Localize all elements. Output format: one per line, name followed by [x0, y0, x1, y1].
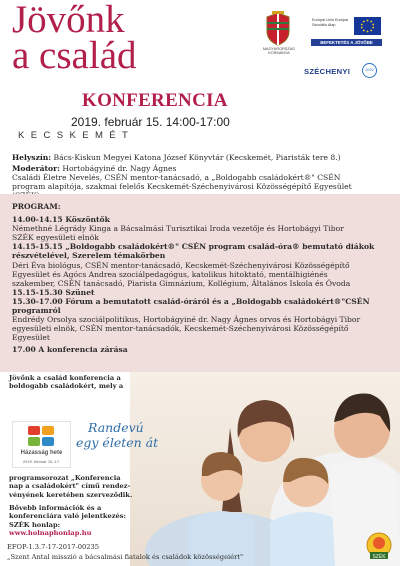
- venue-label: Helyszín:: [12, 153, 52, 162]
- family-photo: [130, 372, 400, 566]
- program-item: Egyesület: [12, 333, 50, 342]
- invite-text: [9, 374, 139, 391]
- program-item: 14.00-14.15 Köszöntők: [12, 215, 110, 224]
- program-item: Déri Éva biológus, CSÉN mentor-tanácsadó, Kecskemét-Széchenyivárosi Közösségépítő: [12, 261, 350, 270]
- after-line-3: vényének keretében szerveződik.: [9, 490, 133, 499]
- marriage-week-date: 2019. február 10–17.: [22, 459, 61, 464]
- randevu-line-2: egy életen át: [76, 435, 159, 450]
- moderator-line-2: Családi Életre Nevelés, CSÉN mentor-tanácsadó, a „Boldogabb családokért®" CSÉN: [12, 173, 341, 182]
- program-item: 15.15-15.30 Szünet: [12, 288, 95, 297]
- after-line-1: programsorozat „Konferencia: [9, 474, 121, 482]
- info-line-3: SZÉK honlap:: [9, 520, 61, 529]
- szek-badge-label: SZÉK: [372, 554, 386, 560]
- program-item: programról: [12, 306, 61, 315]
- investment-banner: BEFEKTETÉS A JÖVŐBE: [311, 39, 382, 46]
- program-item: 14.15-15.15 „Boldogabb családokért®" CSÉN program család-óra® bemutató diákok: [12, 242, 375, 251]
- program-panel: [0, 194, 400, 372]
- marriage-week-label: Házasság hete: [20, 450, 63, 456]
- program-item: 15.30-17.00 Fórum a bemutatott család-óráról és a „Boldogabb családokért®"CSÉN: [12, 297, 370, 306]
- after-line-2: nap a családokért" című rendez-: [9, 482, 131, 491]
- program-item: Némethné Légrády Kinga a Bácsalmási Turisztikai Iroda vezetője és Hortobágyi Tibor: [12, 224, 344, 233]
- eu-flag-icon: [354, 17, 381, 35]
- szechenyi-logo-text: SZÉCHENYI: [304, 67, 351, 76]
- program-item: 17.00 A konferencia zárása: [12, 345, 128, 354]
- title-line-1: Jövőnk: [12, 0, 125, 41]
- invite-line-1: Jövőnk a család konferencia a: [9, 374, 121, 382]
- hungary-crest-icon: [263, 11, 293, 47]
- moderator-name: Hortobágyiné dr. Nagy Ágnes: [62, 164, 177, 173]
- marriage-week-icon: [27, 425, 55, 447]
- registration-info: [9, 504, 144, 537]
- title-line-2: a család: [12, 34, 137, 77]
- info-line-1: Bővebb információk és a: [9, 504, 102, 512]
- event-city: KECSKEMÉT: [18, 130, 135, 141]
- program-item: szakember, CSÉN tanácsadó, Piarista Gimnázium, Kollégium, Általános Iskola és Óvoda: [12, 279, 351, 288]
- website-link[interactable]: www.holnaphonlap.hu: [9, 528, 92, 537]
- venue-text: Bács-Kiskun Megyei Katona József Könyvtár (Kecskemét, Piaristák tere 8.): [53, 153, 341, 162]
- marriage-week-logo: [12, 421, 71, 468]
- venue-line: [12, 153, 341, 162]
- program-item: részvételével, Szerelem témakörben: [12, 251, 166, 260]
- sponsor-logos: [257, 3, 397, 93]
- poster-title: [12, 0, 137, 77]
- program-item: egyesületi elnök, CSÉN mentor-tanácsadók, Kecskemét-Széchenyivárosi Közösségépítő: [12, 324, 349, 333]
- szechenyi-2020-icon: 2020: [362, 63, 377, 78]
- randevu-line-1: Randevú: [88, 420, 144, 435]
- project-code: EFOP-1.3.7-17-2017-00235: [7, 543, 99, 551]
- program-item: Endrédy Orsolya szociálpolitikus, Hortobágyiné dr. Nagy Ágnes orvos és Hortobágyi Tibor: [12, 315, 361, 324]
- eu-label: Európai Unió Európai Szociális Alap: [312, 18, 349, 27]
- program-item: SZÉK egyesületi elnök: [12, 233, 99, 242]
- program-item: Egyesület és Agócs Andrea szociálpedagógus, katolikus hitoktató, mentálhigiénés: [12, 270, 328, 279]
- project-title: „Szent Antal misszió a bácsalmási fiatalok és családok közösségeiért": [7, 553, 244, 561]
- event-datetime: 2019. február 15. 14:00-17:00: [71, 115, 230, 129]
- government-label: MAGYARORSZÁG KORMÁNYA: [262, 47, 296, 56]
- szek-badge-icon: [366, 532, 392, 560]
- program-series-text: [9, 474, 144, 499]
- conference-subtitle: KONFERENCIA: [82, 90, 228, 111]
- invite-line-2: boldogabb családokért, mely a: [9, 382, 124, 391]
- moderator-label: Moderátor:: [12, 164, 60, 173]
- info-line-2: konferenciára való jelentkezés:: [9, 512, 127, 521]
- program-heading: PROGRAM:: [12, 202, 61, 211]
- moderator-line-1: [12, 164, 176, 173]
- randevu-slogan: [76, 420, 158, 450]
- moderator-line-3: program alapítója, szakmai felelős Kecskemét-Széchenyivárosi Közösségépítő Egyesület: [12, 182, 352, 191]
